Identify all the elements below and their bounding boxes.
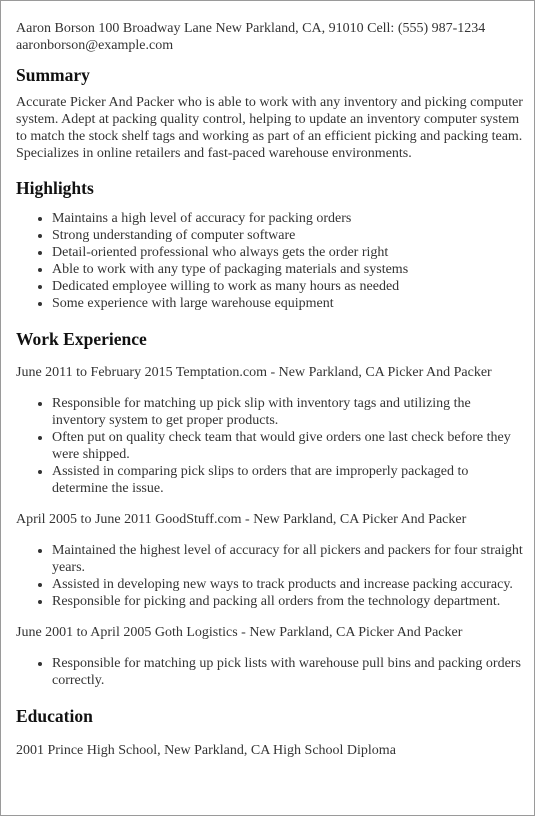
work-experience-heading: Work Experience	[16, 329, 147, 349]
contact-email: aaronborson@example.com	[16, 38, 174, 53]
education-heading: Education	[16, 706, 93, 726]
contact-line: Aaron Borson 100 Broadway Lane New Parkland, CA, 91010 Cell: (555) 987-1234	[16, 21, 486, 36]
job-bullet: • Responsible for matching up pick lists with warehouse pull bins and packing orders correctly.	[52, 655, 526, 689]
resume-content	[16, 20, 526, 759]
job-bullet: • Assisted in developing new ways to track products and increase packing accuracy.	[52, 576, 526, 593]
education-entry: 2001 Prince High School, New Parkland, CA High School Diploma	[16, 743, 396, 758]
job-bullet: • Often put on quality check team that would give orders one last check before they were shipped.	[52, 429, 526, 463]
highlight-item: • Strong understanding of computer software	[52, 227, 526, 244]
job-bullets-temptation	[16, 395, 526, 497]
summary-text: Accurate Picker And Packer who is able to work with any inventory and picking computer system. Adept at packing quality control, helping to update an inventory computer system to match the stock shelf tags and working as part of an efficient picking and packing team. Specializes in online retailers and fast-paced warehouse environments.	[16, 95, 523, 161]
highlights-list	[16, 210, 526, 312]
job-bullet: • Maintained the highest level of accuracy for all pickers and packers for four straight years.	[52, 542, 526, 576]
highlight-item: • Able to work with any type of packaging materials and systems	[52, 261, 526, 278]
job-header-goodstuff: April 2005 to June 2011 GoodStuff.com - New Parkland, CA Picker And Packer	[16, 512, 467, 527]
highlight-item: • Maintains a high level of accuracy for packing orders	[52, 210, 526, 227]
highlight-item: • Detail-oriented professional who always gets the order right	[52, 244, 526, 261]
highlight-item: • Some experience with large warehouse equipment	[52, 295, 526, 312]
job-bullets-goth-logistics	[16, 655, 526, 689]
job-header-goth-logistics: June 2001 to April 2005 Goth Logistics - New Parkland, CA Picker And Packer	[16, 625, 463, 640]
job-bullets-goodstuff	[16, 542, 526, 610]
highlight-item: • Dedicated employee willing to work as many hours as needed	[52, 278, 526, 295]
job-bullet: • Assisted in comparing pick slips to orders that are improperly packaged to determine the issue.	[52, 463, 526, 497]
job-header-temptation: June 2011 to February 2015 Temptation.com - New Parkland, CA Picker And Packer	[16, 365, 492, 380]
job-bullet: • Responsible for picking and packing all orders from the technology department.	[52, 593, 526, 610]
summary-heading: Summary	[16, 65, 90, 85]
highlights-heading: Highlights	[16, 178, 94, 198]
job-bullet: • Responsible for matching up pick slip with inventory tags and utilizing the inventory system to get proper products.	[52, 395, 526, 429]
